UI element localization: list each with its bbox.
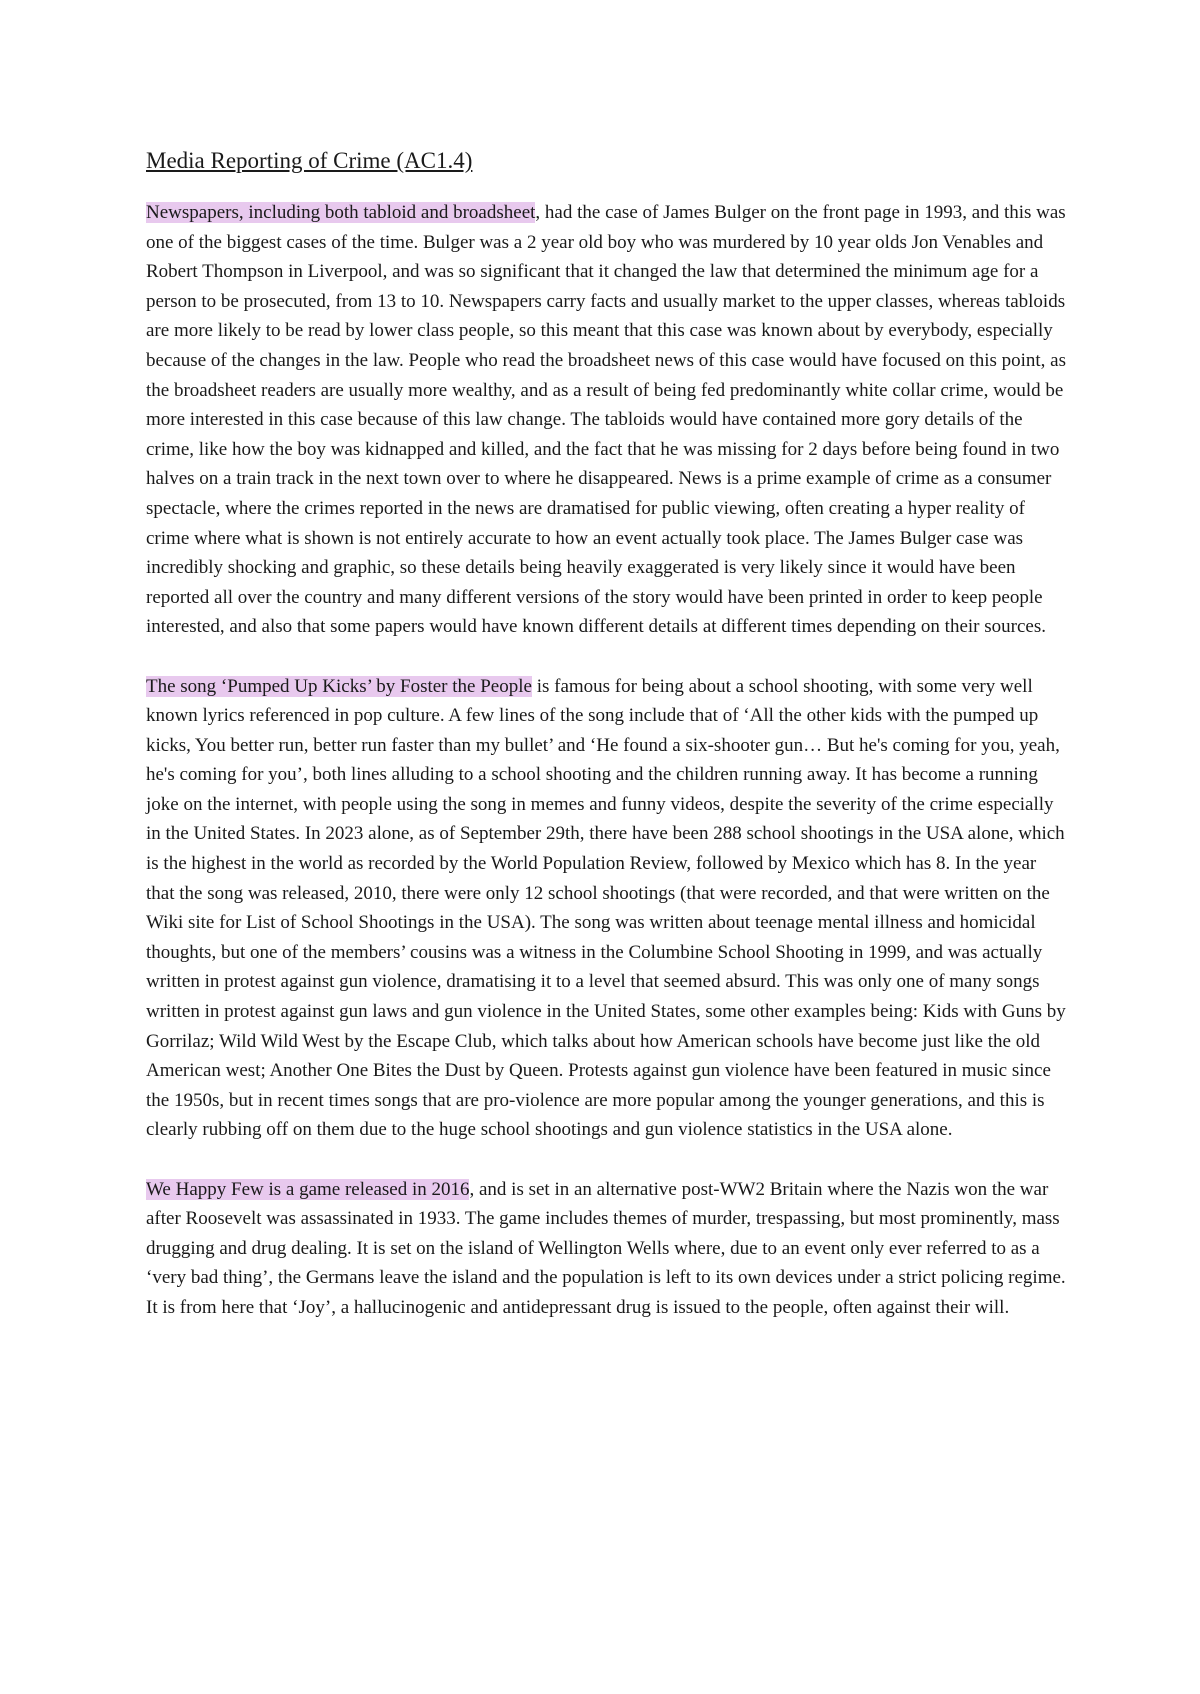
document-title: Media Reporting of Crime (AC1.4) (146, 148, 473, 173)
paragraph-james-bulger (146, 198, 1066, 642)
document-page (146, 144, 1066, 1352)
highlighted-text: Newspapers, including both tabloid and broadsheet (146, 202, 536, 223)
highlighted-text: The song ‘Pumped Up Kicks’ by Foster the People (146, 675, 532, 697)
paragraph-text: , and is set in an alternative post-WW2 Britain where the Nazis won the war after Roosevelt was assassinated in 1933. The game includes themes of murder, trespassing, but most prominently, mass drugging and drug dealing. It is set on the island of Wellington Wells where, due to an event only ever referred to as a ‘very bad thing’, the Germans leave the island and the population is left to its own devices under a strict policing regime. It is from here that ‘Joy’, a hallucinogenic and antidepressant drug is issued to the people, often against their will. (146, 1178, 1066, 1318)
paragraph-pumped-up-kicks (146, 672, 1066, 1146)
paragraph-text: , had the case of James Bulger on the front page in 1993, and this was one of the biggest cases of the time. Bulger was a 2 year old boy who was murdered by 10 year olds Jon Venables and Robert Thompson in Liverpool, and was so significant that it changed the law that determined the minimum age for a person to be prosecuted, from 13 to 10. Newspapers carry facts and usually market to the upper classes, whereas tabloids are more likely to be read by lower class people, so this meant that this case was known about by everybody, especially because of the changes in the law. People who read the broadsheet news of this case would have focused on this point, as the broadsheet readers are usually more wealthy, and as a result of being fed predominantly white collar crime, would be more interested in this case because of this law change. The tabloids would have contained more gory details of the crime, like how the boy was kidnapped and killed, and the fact that he was missing for 2 days before being found in two halves on a train track in the next town over to where he disappeared. News is a prime example of crime as a consumer spectacle, where the crimes reported in the news are dramatised for public viewing, often creating a hyper reality of crime where what is shown is not entirely accurate to how an event actually took place. The James Bulger case was incredibly shocking and graphic, so these details being heavily exaggerated is very likely since it would have been reported all over the country and many different versions of the story would have been printed in order to keep people interested, and also that some papers would have known different details at different times depending on their sources. (146, 202, 1066, 638)
highlighted-text: We Happy Few is a game released in 2016 (146, 1178, 470, 1200)
paragraph-text: is famous for being about a school shooting, with some very well known lyrics referenced in pop culture. A few lines of the song include that of ‘All the other kids with the pumped up kicks, You better run, better run faster than my bullet’ and ‘He found a six-shooter gun… But he's coming for you, yeah, he's coming for you’, both lines alluding to a school shooting and the children running away. It has become a running joke on the internet, with people using the song in memes and funny videos, despite the severity of the crime especially in the United States. In 2023 alone, as of September 29th, there have been 288 school shootings in the USA alone, which is the highest in the world as recorded by the World Population Review, followed by Mexico which has 8. In the year that the song was released, 2010, there were only 12 school shootings (that were recorded, and that were written on the Wiki site for List of School Shootings in the USA). The song was written about teenage mental illness and homicidal thoughts, but one of the members’ cousins was a witness in the Columbine School Shooting in 1999, and was actually written in protest against gun violence, dramatising it to a level that seemed absurd. This was only one of many songs written in protest against gun laws and gun violence in the United States, some other examples being: Kids with Guns by Gorrilaz; Wild Wild West by the Escape Club, which talks about how American schools have become just like the old American west; Another One Bites the Dust by Queen. Protests against gun violence have been featured in music since the 1950s, but in recent times songs that are pro-violence are more popular among the younger generations, and this is clearly rubbing off on them due to the huge school shootings and gun violence statistics in the USA alone. (146, 675, 1066, 1141)
paragraph-we-happy-few (146, 1175, 1066, 1323)
